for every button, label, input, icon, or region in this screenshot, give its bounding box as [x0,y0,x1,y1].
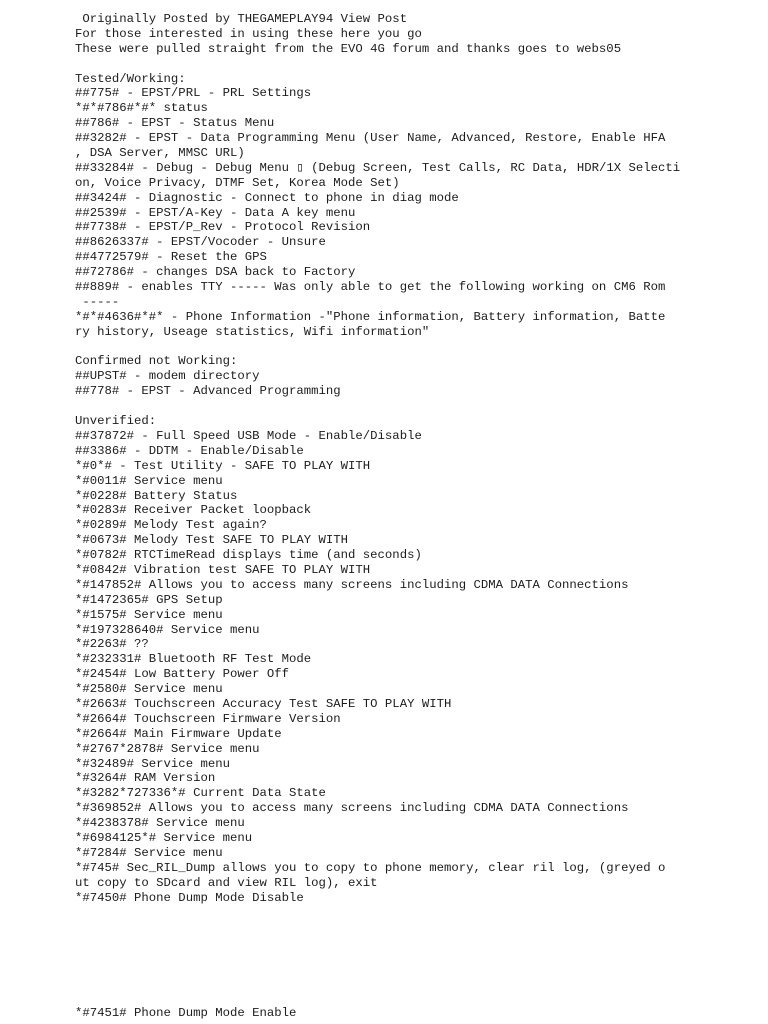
document-line: *#2664# Touchscreen Firmware Version [75,711,341,726]
document-line: For those interested in using these here you go [75,26,422,41]
document-line [75,57,755,72]
document-line: *#2664# Main Firmware Update [75,726,282,741]
document-line: *#0011# Service menu [75,473,223,488]
document-line: ##3424# - Diagnostic - Connect to phone in diag mode [75,190,459,205]
document-line: *#4238378# Service menu [75,816,245,831]
document-line: on, Voice Privacy, DTMF Set, Korea Mode Set) [75,175,400,190]
document-line: *#7450# Phone Dump Mode Disable [75,890,304,905]
document-line: ##778# - EPST - Advanced Programming [75,384,341,399]
document-line: *#6984125*# Service menu [75,830,253,845]
document-line: , DSA Server, MMSC URL) [75,146,245,161]
document-line: *#1575# Service menu [75,607,223,622]
document-line: *#0*# - Test Utility - SAFE TO PLAY WITH [75,458,371,473]
document-line: *#0842# Vibration test SAFE TO PLAY WITH [75,562,371,577]
document-line: ##2539# - EPST/A-Key - Data A key menu [75,205,356,220]
document-line: *#369852# Allows you to access many screens including CDMA DATA Connections [75,801,629,816]
document-line: *#7284# Service menu [75,845,223,860]
document-line: Unverified: [75,414,157,429]
document-line: These were pulled straight from the EVO 4G forum and thanks goes to webs05 [75,41,622,56]
document-line: Tested/Working: [75,71,186,86]
document-line: *#745# Sec_RIL_Dump allows you to copy to phone memory, clear ril log, (greyed o [75,860,666,875]
document-line: ##4772579# - Reset the GPS [75,250,267,265]
document-line: *#*#786#*#* status [75,101,208,116]
document-line: ##3282# - EPST - Data Programming Menu (User Name, Advanced, Restore, Enable HFA [75,131,666,146]
document-line: *#0673# Melody Test SAFE TO PLAY WITH [75,533,349,548]
document-line: *#232331# Bluetooth RF Test Mode [75,652,312,667]
document-line [75,399,755,414]
document-line: ##UPST# - modem directory [75,369,260,384]
document-line: *#1472365# GPS Setup [75,592,223,607]
document-line: *#147852# Allows you to access many screens including CDMA DATA Connections [75,577,629,592]
document-line: ##889# - enables TTY ----- Was only able to get the following working on CM6 Rom [75,280,666,295]
document-line: ##786# - EPST - Status Menu [75,116,275,131]
document-line: *#3264# RAM Version [75,771,216,786]
document-line: *#*#4636#*#* - Phone Information -"Phone information, Battery information, Batte [75,309,666,324]
document-line: ##7738# - EPST/P_Rev - Protocol Revision [75,220,371,235]
document-line: *#2663# Touchscreen Accuracy Test SAFE TO PLAY WITH [75,696,452,711]
document-line: *#2263# ?? [75,637,149,652]
document-line: *#2580# Service menu [75,682,223,697]
document-body [75,12,755,905]
document-line [75,340,755,355]
document-line-tail: *#7451# Phone Dump Mode Enable [75,1006,297,1020]
document-line: *#0782# RTCTimeRead displays time (and seconds) [75,548,422,563]
document-line: ##775# - EPST/PRL - PRL Settings [75,86,312,101]
document-line: *#0289# Melody Test again? [75,518,267,533]
document-line: *#0228# Battery Status [75,488,238,503]
document-line: Confirmed not Working: [75,354,238,369]
document-line: *#197328640# Service menu [75,622,260,637]
document-line: ut copy to SDcard and view RIL log), exit [75,875,378,890]
document-line: ##3386# - DDTM - Enable/Disable [75,443,304,458]
document-line: *#2767*2878# Service menu [75,741,260,756]
document-line: *#0283# Receiver Packet loopback [75,503,312,518]
document-line: ry history, Useage statistics, Wifi information" [75,324,430,339]
document-line: *#2454# Low Battery Power Off [75,667,290,682]
document-line: *#32489# Service menu [75,756,230,771]
document-line: ##8626337# - EPST/Vocoder - Unsure [75,235,326,250]
document-line: *#3282*727336*# Current Data State [75,786,326,801]
document-line: ##72786# - changes DSA back to Factory [75,265,356,280]
document-line: Originally Posted by THEGAMEPLAY94 View Post [75,12,408,26]
document-line: ##33284# - Debug - Debug Menu ▯ (Debug Screen, Test Calls, RC Data, HDR/1X Selecti [75,160,681,175]
document-line: ##37872# - Full Speed USB Mode - Enable/Disable [75,428,422,443]
document-line: ----- [75,294,120,309]
